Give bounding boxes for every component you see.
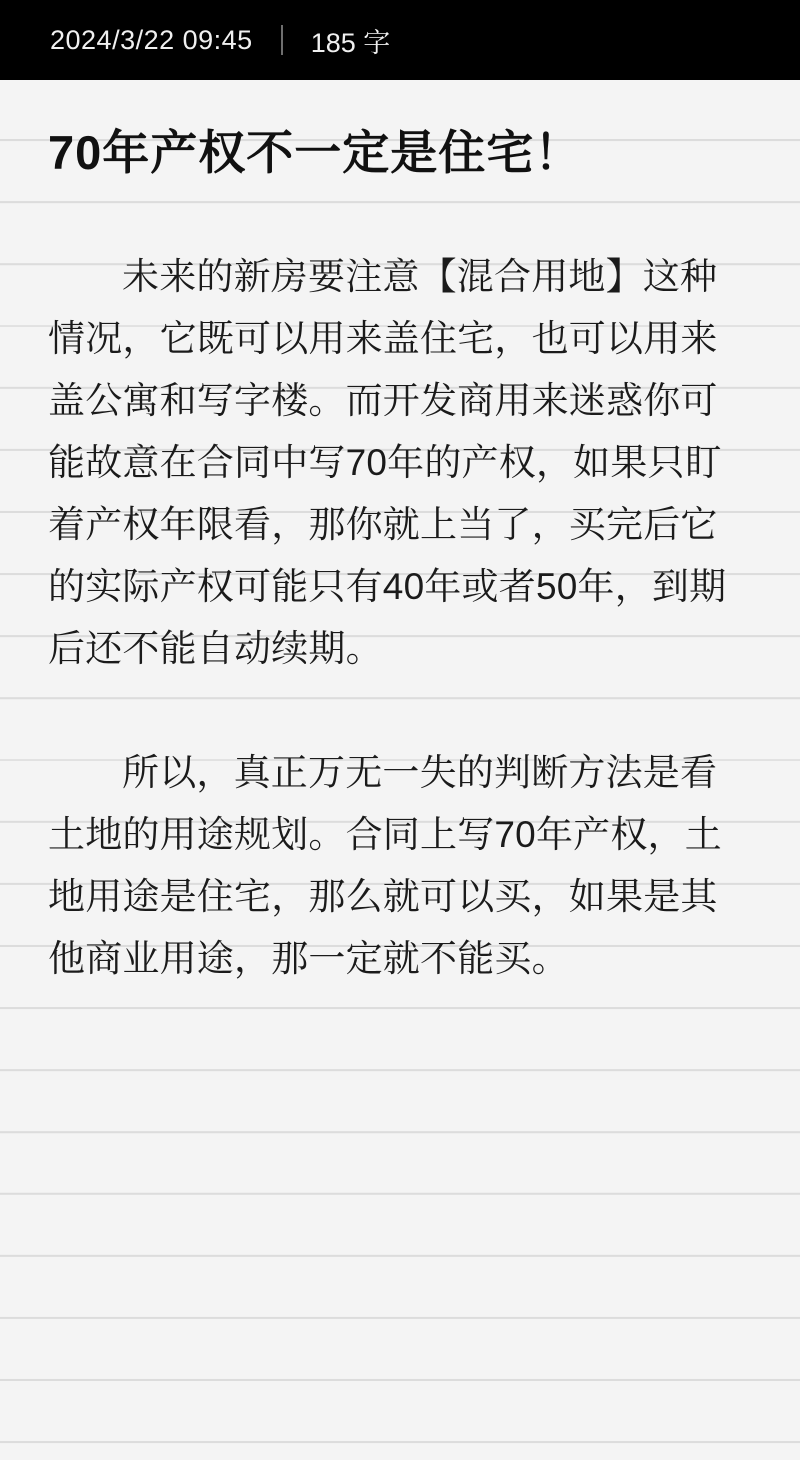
word-count-label: 185 字: [310, 27, 391, 58]
note-content[interactable]: [0, 80, 800, 990]
note-timestamp: 2024/3/22 09:45: [50, 24, 253, 55]
note-paragraph-2: 所以，真正万无一失的判断方法是看土地的用途规划。合同上写70年产权，土地用途是住宅，那么就可以买，如果是其他商业用途，那一定就不能买。: [48, 752, 722, 979]
status-bar: [0, 0, 800, 80]
ruled-paper-background: [0, 80, 800, 1460]
title-body-spacer: [48, 184, 752, 246]
note-title: 70年产权不一定是住宅！: [48, 126, 583, 179]
vertical-divider-icon: [281, 25, 283, 55]
note-paragraph-1: 未来的新房要注意【混合用地】这种情况，它既可以用来盖住宅，也可以用来盖公寓和写字楼。而开发商用来迷惑你可能故意在合同中写70年的产权，如果只盯着产权年限看，那你就上当了，买完后它的实际产权可能只有40年或者50年，到期后还不能自动续期。: [48, 256, 727, 669]
